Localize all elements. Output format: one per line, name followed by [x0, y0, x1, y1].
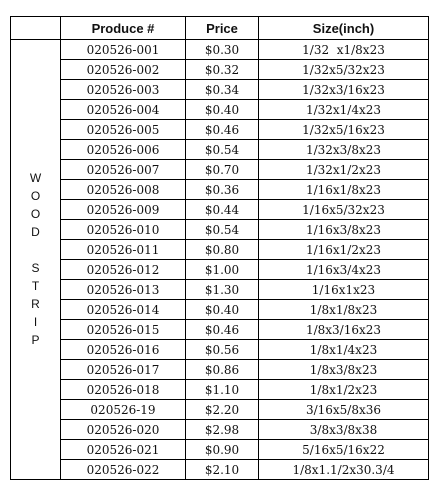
- produce-code-cell: 020526-005: [61, 120, 186, 140]
- table-row: [11, 320, 429, 340]
- price-cell: $2.98: [186, 420, 259, 440]
- produce-code-cell: 020526-003: [61, 80, 186, 100]
- header-produce: Produce #: [61, 17, 186, 40]
- price-cell: $2.10: [186, 460, 259, 480]
- header-blank: [11, 17, 61, 40]
- size-cell: 1/16x1/8x23: [259, 180, 429, 200]
- size-cell: 1/16x1x23: [259, 280, 429, 300]
- category-label-letter: T: [31, 279, 40, 293]
- table-row: [11, 380, 429, 400]
- produce-code-cell: 020526-011: [61, 240, 186, 260]
- produce-code-cell: 020526-013: [61, 280, 186, 300]
- price-cell: $0.90: [186, 440, 259, 460]
- table-row: [11, 440, 429, 460]
- price-cell: $0.80: [186, 240, 259, 260]
- table-row: [11, 420, 429, 440]
- price-cell: $1.00: [186, 260, 259, 280]
- price-cell: $1.30: [186, 280, 259, 300]
- produce-code-cell: 020526-014: [61, 300, 186, 320]
- produce-code-cell: 020526-021: [61, 440, 186, 460]
- produce-code-cell: 020526-016: [61, 340, 186, 360]
- category-label-letter: R: [31, 297, 40, 311]
- category-label-letter: O: [30, 189, 41, 203]
- size-cell: 3/8x3/8x38: [259, 420, 429, 440]
- price-cell: $0.46: [186, 320, 259, 340]
- size-cell: 1/32x1/2x23: [259, 160, 429, 180]
- price-cell: $1.10: [186, 380, 259, 400]
- size-cell: 1/16x3/4x23: [259, 260, 429, 280]
- produce-code-cell: 020526-020: [61, 420, 186, 440]
- price-cell: $2.20: [186, 400, 259, 420]
- table-row: [11, 460, 429, 480]
- size-cell: 1/32x3/16x23: [259, 80, 429, 100]
- produce-code-cell: 020526-001: [61, 40, 186, 60]
- price-table: [10, 16, 429, 480]
- produce-code-cell: 020526-004: [61, 100, 186, 120]
- table-row: [11, 160, 429, 180]
- produce-code-cell: 020526-010: [61, 220, 186, 240]
- category-label-letter: P: [31, 333, 40, 347]
- price-cell: $0.86: [186, 360, 259, 380]
- table-row: [11, 340, 429, 360]
- category-label-letter: W: [29, 171, 42, 185]
- table-row: [11, 60, 429, 80]
- table-row: [11, 40, 429, 60]
- produce-code-cell: 020526-007: [61, 160, 186, 180]
- table-row: [11, 260, 429, 280]
- size-cell: 1/16x3/8x23: [259, 220, 429, 240]
- price-cell: $0.34: [186, 80, 259, 100]
- table-row: [11, 360, 429, 380]
- size-cell: 1/32x3/8x23: [259, 140, 429, 160]
- table-body: [11, 40, 429, 480]
- table-row: [11, 120, 429, 140]
- header-row: [11, 17, 429, 40]
- produce-code-cell: 020526-018: [61, 380, 186, 400]
- price-cell: $0.44: [186, 200, 259, 220]
- size-cell: 1/32x5/16x23: [259, 120, 429, 140]
- table-row: [11, 240, 429, 260]
- header-size: Size(inch): [259, 17, 429, 40]
- table-row: [11, 200, 429, 220]
- produce-code-cell: 020526-017: [61, 360, 186, 380]
- size-cell: 3/16x5/8x36: [259, 400, 429, 420]
- table-row: [11, 140, 429, 160]
- category-label-text: [11, 173, 60, 346]
- size-cell: 1/8x1/2x23: [259, 380, 429, 400]
- size-cell: 1/8x1/4x23: [259, 340, 429, 360]
- price-cell: $0.70: [186, 160, 259, 180]
- produce-code-cell: 020526-006: [61, 140, 186, 160]
- table-row: [11, 220, 429, 240]
- size-cell: 1/32x1/4x23: [259, 100, 429, 120]
- produce-code-cell: 020526-022: [61, 460, 186, 480]
- size-cell: 1/16x1/2x23: [259, 240, 429, 260]
- table-row: [11, 300, 429, 320]
- category-label: [11, 40, 61, 480]
- produce-code-cell: 020526-015: [61, 320, 186, 340]
- produce-code-cell: 020526-002: [61, 60, 186, 80]
- size-cell: 5/16x5/16x22: [259, 440, 429, 460]
- price-cell: $0.32: [186, 60, 259, 80]
- price-cell: $0.40: [186, 300, 259, 320]
- price-cell: $0.54: [186, 140, 259, 160]
- table-row: [11, 180, 429, 200]
- size-cell: 1/32x5/32x23: [259, 60, 429, 80]
- category-label-letter: D: [31, 225, 40, 239]
- produce-code-cell: 020526-008: [61, 180, 186, 200]
- category-label-letter: S: [31, 261, 40, 275]
- price-cell: $0.56: [186, 340, 259, 360]
- price-cell: $0.46: [186, 120, 259, 140]
- size-cell: 1/8x3/16x23: [259, 320, 429, 340]
- size-cell: 1/8x3/8x23: [259, 360, 429, 380]
- table-row: [11, 80, 429, 100]
- price-cell: $0.36: [186, 180, 259, 200]
- price-cell: $0.40: [186, 100, 259, 120]
- price-cell: $0.30: [186, 40, 259, 60]
- produce-code-cell: 020526-009: [61, 200, 186, 220]
- table-row: [11, 280, 429, 300]
- produce-code-cell: 020526-19: [61, 400, 186, 420]
- category-label-gap: [34, 245, 37, 256]
- size-cell: 1/8x1.1/2x30.3/4: [259, 460, 429, 480]
- produce-code-cell: 020526-012: [61, 260, 186, 280]
- table-row: [11, 100, 429, 120]
- size-cell: 1/32 x1/8x23: [259, 40, 429, 60]
- category-label-letter: O: [30, 207, 41, 221]
- size-cell: 1/16x5/32x23: [259, 200, 429, 220]
- size-cell: 1/8x1/8x23: [259, 300, 429, 320]
- price-cell: $0.54: [186, 220, 259, 240]
- price-list: [10, 16, 428, 480]
- table-row: [11, 400, 429, 420]
- header-price: Price: [186, 17, 259, 40]
- category-label-letter: I: [33, 315, 38, 329]
